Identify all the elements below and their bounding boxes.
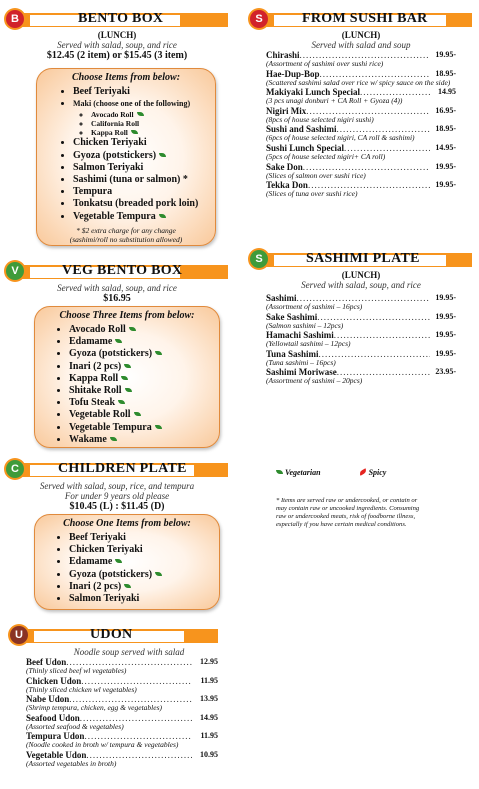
udon-header	[10, 626, 218, 644]
item-name: Sake Sashimi	[266, 311, 318, 322]
udon-badge: U	[10, 626, 28, 644]
veg-items	[35, 324, 219, 446]
item-desc: (8pcs of house selected nigiri sushi)	[266, 114, 374, 124]
veg-sub: Served with salad, soup, and rice	[57, 283, 177, 293]
leaf-icon	[276, 470, 283, 474]
bento-box-title: Choose Items from below:	[71, 72, 181, 83]
bento-price: $12.45 (2 item) or $15.45 (3 item)	[46, 50, 188, 61]
leaf-icon	[159, 214, 166, 218]
udon-title: UDON	[90, 627, 133, 642]
item-desc: (Shrimp tempura, chicken, egg & vegetables)	[26, 703, 162, 713]
veg-badge: V	[6, 262, 24, 280]
list-item: • Gyoza (potstickers)	[69, 569, 219, 581]
legend-veg: Vegetarian	[276, 468, 321, 477]
bento-items	[37, 86, 215, 223]
children-header	[6, 460, 228, 478]
item-desc: (Salmon sashimi – 12pcs)	[266, 320, 344, 330]
sashimi-header	[250, 250, 472, 268]
sushibar-list	[266, 50, 456, 199]
item-name: Makiyaki Lunch Special	[266, 87, 361, 98]
item-name: Tempura Udon	[26, 731, 85, 742]
list-item: • Vegetable Tempura	[69, 422, 219, 434]
bento-lunch: (LUNCH)	[97, 30, 137, 40]
sashimi-title: SASHIMI PLATE	[306, 251, 420, 266]
list-item: ◦ Avocado Roll	[91, 110, 215, 119]
children-box-title: Choose One Items from below:	[63, 518, 191, 529]
list-item: ◦ Kappa Roll	[91, 128, 215, 137]
leaf-icon	[155, 572, 162, 576]
leaf-icon	[115, 559, 122, 563]
item-desc: (Yellowtail sashimi – 12pcs)	[266, 339, 351, 349]
children-title: CHILDREN PLATE	[58, 461, 187, 476]
list-item: • Chicken Teriyaki	[69, 544, 219, 556]
leaf-icon	[124, 364, 131, 368]
legend	[276, 468, 466, 529]
bento-note: * $2 extra charge for any change (sashimi/roll no substitution allowed)	[69, 225, 183, 244]
item-desc: (Assorted vegetables in broth)	[26, 758, 117, 768]
item-price: 19.95-	[435, 180, 456, 190]
list-item: • Gyoza (potstickers)	[69, 348, 219, 360]
children-sub2: For under 9 years old please	[64, 491, 170, 501]
bento-title: BENTO BOX	[78, 11, 164, 26]
list-item: • Kappa Roll	[69, 373, 219, 385]
item-name: Nabe Udon	[26, 694, 70, 705]
legend-notes: * Items are served raw or undercooked, or contain or may contain raw or uncooked ingredients. Consuming raw or undercooked meats, risk of foodborne illness, especially if you have certain medical conditions.	[276, 497, 420, 528]
list-item: • Gyoza (potstickers)	[73, 150, 215, 162]
bento-box	[36, 68, 216, 246]
item-name: Sushi and Sashimi	[266, 124, 337, 135]
item-name: Vegetable Udon	[26, 749, 87, 760]
leaf-icon	[121, 376, 128, 380]
veg-price: $16.95	[103, 293, 131, 304]
item-desc: (5pcs of house selected nigiri+ CA roll)	[266, 151, 386, 161]
item-price: 11.95	[200, 731, 218, 741]
list-item: • Edamame	[69, 336, 219, 348]
legend-spicy: Spicy	[359, 468, 387, 477]
list-item: • Sashimi (tuna or salmon) *	[73, 174, 215, 186]
veg-box-title: Choose Three Items from below:	[59, 310, 195, 321]
children-box	[34, 514, 220, 610]
item-desc: (Thinly sliced chicken wl vegetables)	[26, 684, 137, 694]
item-desc: (6pcs of house selected nigiri, CA roll & sashimi)	[266, 133, 415, 143]
leaf-icon	[124, 584, 131, 588]
item-price: 12.95	[200, 657, 218, 666]
item-price: 19.95-	[435, 293, 456, 302]
list-item: • Beef Teriyaki	[69, 532, 219, 544]
udon-list	[26, 657, 218, 769]
sushibar-badge: S	[250, 10, 268, 28]
item-desc: (Slices of tuna over sushi rice)	[266, 189, 358, 199]
item-name: Tuna Sashimi	[266, 348, 319, 359]
leaf-icon	[125, 388, 132, 392]
item-name: Sushi Lunch Special	[266, 142, 345, 153]
item-name: Beef Udon	[26, 657, 67, 667]
list-item: • Maki (choose one of the following) ◦ Avocado Roll ◦ California Roll ◦ Kappa Roll	[73, 98, 215, 137]
sashimi-badge: S	[250, 250, 268, 268]
sashimi-list	[266, 293, 456, 386]
veg-header	[6, 262, 228, 280]
children-badge: C	[6, 460, 24, 478]
udon-sub: Noodle soup served with salad	[73, 647, 185, 657]
item-price: 18.95-	[435, 68, 456, 78]
leaf-icon	[155, 425, 162, 429]
list-item: • Shitake Roll	[69, 385, 219, 397]
leaf-icon	[129, 327, 136, 331]
leaf-icon	[118, 400, 125, 404]
leaf-icon	[110, 437, 117, 441]
list-item: • Salmon Teriyaki	[69, 593, 219, 605]
veg-section	[6, 262, 228, 304]
list-item: • Inari (2 pcs)	[69, 581, 219, 593]
item-price: 13.95	[200, 694, 218, 704]
item-desc: (Assorted seafood & vegetables)	[26, 721, 124, 731]
list-item: • Beef Teriyaki	[73, 86, 215, 98]
children-items	[35, 532, 219, 605]
item-price: 19.95-	[435, 311, 456, 321]
children-sub: Served with salad, soup, rice, and tempura	[39, 481, 195, 491]
item-desc: (Assortment of sashimi – 16pcs)	[266, 302, 363, 311]
item-name: Chirashi	[266, 50, 300, 60]
sashimi-section	[250, 250, 472, 386]
item-name: Nigiri Mix	[266, 105, 307, 116]
list-item: ◦ California Roll	[91, 119, 215, 128]
list-item: • Edamame	[69, 556, 219, 568]
list-item: • Avocado Roll	[69, 324, 219, 336]
sashimi-sub: Served with salad, soup, and rice	[301, 280, 421, 290]
item-price: 23.95-	[435, 367, 456, 377]
item-desc: (Noodle cooked in broth w/ tempura & vegetables)	[26, 740, 179, 750]
item-desc: (Assortment of sashimi over sushi rice)	[266, 59, 384, 68]
item-name: Sashimi Moriwase	[266, 367, 337, 378]
item-price: 19.95-	[435, 50, 456, 59]
bento-section	[6, 10, 228, 61]
item-desc: (Thinly sliced beef wl vegetables)	[26, 666, 127, 675]
sushibar-header	[250, 10, 472, 28]
leaf-icon	[159, 153, 166, 157]
list-item: • Vegetable Tempura	[73, 211, 215, 223]
list-item: • Wakame	[69, 434, 219, 446]
leaf-icon	[155, 351, 162, 355]
item-price: 16.95-	[435, 105, 456, 115]
children-section	[6, 460, 228, 512]
leaf-icon	[115, 339, 122, 343]
bento-badge: B	[6, 10, 24, 28]
sashimi-lunch: (LUNCH)	[341, 270, 381, 280]
bento-header	[6, 10, 228, 28]
sushibar-sub: Served with salad and soup	[311, 40, 411, 50]
item-name: Hae-Dup-Bop	[266, 68, 320, 79]
item-desc: (Scattered sashimi salad over rice w/ spicy sauce on the side)	[266, 77, 451, 87]
item-price: 19.95-	[435, 348, 456, 358]
item-name: Seafood Udon	[26, 712, 80, 723]
item-desc: (Assortment of sashimi – 20pcs)	[266, 376, 363, 386]
item-name: Sake Don	[266, 161, 303, 172]
item-name: Sashimi	[266, 293, 297, 303]
item-price: 14.95	[200, 712, 218, 722]
item-name: Hamachi Sashimi	[266, 330, 334, 341]
item-price: 14.95	[438, 87, 456, 97]
item-price: 19.95-	[435, 330, 456, 340]
sushibar-title: FROM SUSHI BAR	[302, 11, 428, 26]
list-item: • Tempura	[73, 186, 215, 198]
item-price: 10.95	[200, 749, 218, 759]
veg-title: VEG BENTO BOX	[62, 263, 183, 278]
list-item: • Vegetable Roll	[69, 409, 219, 421]
item-name: Chicken Udon	[26, 675, 82, 686]
item-price: 11.95	[200, 675, 218, 685]
item-name: Tekka Don	[266, 180, 308, 191]
item-price: 19.95-	[435, 161, 456, 171]
item-price: 18.95-	[435, 124, 456, 134]
leaf-icon	[134, 412, 141, 416]
bento-sub: Served with salad, soup, and rice	[57, 40, 177, 50]
udon-section	[10, 626, 218, 769]
chili-icon	[358, 468, 367, 475]
item-desc: (Tuna sashimi – 16pcs)	[266, 357, 336, 367]
list-item: • Tofu Steak	[69, 397, 219, 409]
veg-box	[34, 306, 220, 448]
list-item: • Inari (2 pcs)	[69, 361, 219, 373]
sushibar-lunch: (LUNCH)	[341, 30, 381, 40]
list-item: • Salmon Teriyaki	[73, 162, 215, 174]
item-price: 14.95-	[435, 142, 456, 152]
sushibar-section	[250, 10, 472, 199]
children-price: $10.45 (L) : $11.45 (D)	[69, 501, 165, 512]
leaf-icon	[131, 130, 138, 134]
item-desc: (Slices of salmon over sushi rice)	[266, 170, 366, 180]
leaf-icon	[137, 112, 144, 116]
item-desc: (3 pcs unagi donburi + CA Roll + Gyoza (4))	[266, 96, 403, 106]
list-item: • Tonkatsu (breaded pork loin)	[73, 198, 215, 210]
list-item: • Chicken Teriyaki	[73, 137, 215, 149]
